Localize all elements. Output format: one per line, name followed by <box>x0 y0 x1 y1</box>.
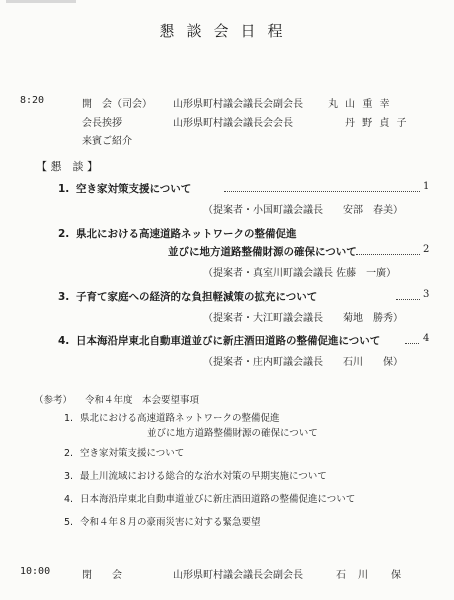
reference-entry-1 <box>64 410 280 424</box>
agenda-item-page: 3 <box>423 289 430 300</box>
dot-leader <box>396 299 420 300</box>
agenda-item-proposer: （提案者・庄内町議会議長 石川 保） <box>203 357 403 368</box>
agenda-item-2 <box>58 226 297 241</box>
reference-entry-text: 県北における高速道路ネットワークの整備促進 <box>80 413 280 424</box>
reference-entry-4 <box>64 491 355 505</box>
agenda-item-number: 4. <box>58 335 70 347</box>
reference-heading: 令和４年度 本会要望事項 <box>85 395 200 406</box>
reference-entry-text: 日本海沿岸東北自動車道並びに新庄酒田道路の整備促進について <box>80 494 356 505</box>
schedule-name-close: 石 川 保 <box>336 570 402 581</box>
schedule-item-guests: 来賓ご紹介 <box>82 136 132 147</box>
schedule-time-open: 8:20 <box>20 95 45 106</box>
agenda-item-3 <box>58 289 317 304</box>
schedule-role-close: 山形県町村議会議長会副会長 <box>173 570 303 581</box>
reference-entry-text: 令和４年８月の豪雨災害に対する緊急要望 <box>80 517 261 528</box>
agenda-item-number: 1. <box>58 183 70 195</box>
agenda-item-proposer: （提案者・小国町議会議長 安部 春美） <box>203 205 403 216</box>
agenda-item-1 <box>58 181 191 196</box>
scan-edge-mark <box>6 0 76 3</box>
reference-entry-number: 2. <box>64 448 74 459</box>
reference-entry-number: 4. <box>64 494 74 505</box>
schedule-role-open: 山形県町村議会議長会副会長 <box>173 99 303 110</box>
agenda-item-title: 子育て家庭への経済的な負担軽減策の拡充について <box>76 291 318 303</box>
reference-entry-2 <box>64 445 184 459</box>
reference-entry-text: 空き家対策支援について <box>80 448 185 459</box>
reference-entry-number: 3. <box>64 471 74 482</box>
page-title: 懇談会日程 <box>159 22 295 40</box>
agenda-item-page: 4 <box>423 333 430 344</box>
agenda-item-page: 2 <box>423 244 430 255</box>
agenda-item-title: 日本海沿岸東北自動車道並びに新庄酒田道路の整備促進について <box>76 335 381 347</box>
reference-entry-5 <box>64 514 261 528</box>
agenda-item-4 <box>58 333 380 348</box>
schedule-time-close: 10:00 <box>20 566 51 577</box>
schedule-item-open: 開 会（司会） <box>82 99 152 110</box>
agenda-item-number: 3. <box>58 291 70 303</box>
schedule-role-greeting: 山形県町村議会議長会会長 <box>173 118 293 129</box>
reference-entry-text: 最上川流域における総合的な治水対策の早期実施について <box>80 471 327 482</box>
agenda-item-number: 2. <box>58 228 70 240</box>
agenda-item-page: 1 <box>423 181 430 192</box>
reference-entry-1-cont: 並びに地方道路整備財源の確保について <box>147 428 318 439</box>
schedule-item-close: 閉 会 <box>82 570 122 581</box>
section-header: 【 懇 談 】 <box>36 160 98 173</box>
dot-leader <box>224 191 420 192</box>
schedule-name-open: 丸 山 重 幸 <box>328 99 392 110</box>
reference-entry-number: 1. <box>64 413 74 424</box>
reference-label: （参考） <box>34 395 73 406</box>
agenda-item-proposer: （提案者・真室川町議会議長 佐藤 一廣） <box>203 268 397 279</box>
reference-entry-number: 5. <box>64 517 74 528</box>
reference-entry-3 <box>64 468 327 482</box>
dot-leader <box>405 343 419 344</box>
schedule-item-greeting: 会長挨拶 <box>82 118 122 129</box>
agenda-item-title: 県北における高速道路ネットワークの整備促進 <box>76 228 297 240</box>
agenda-item-title-cont: 並びに地方道路整備財源の確保について <box>168 246 357 258</box>
agenda-item-title: 空き家対策支援について <box>76 183 192 195</box>
agenda-item-proposer: （提案者・大江町議会議長 菊地 勝秀） <box>203 313 403 324</box>
dot-leader <box>356 254 420 255</box>
schedule-name-greeting: 丹 野 貞 子 <box>345 118 409 129</box>
